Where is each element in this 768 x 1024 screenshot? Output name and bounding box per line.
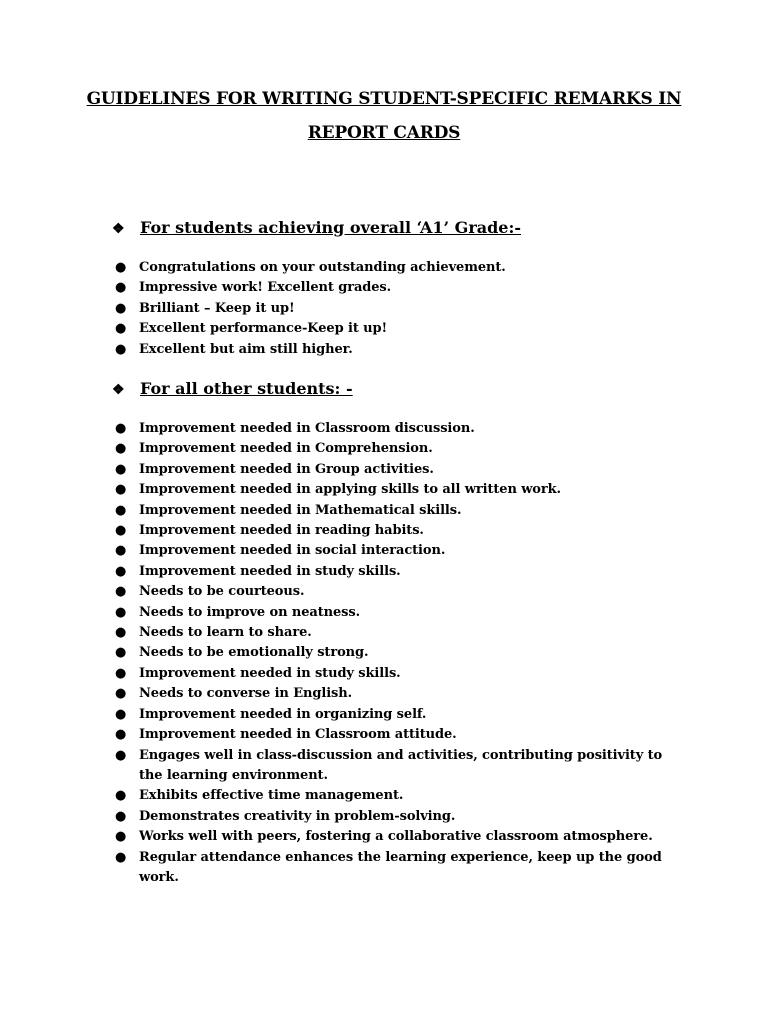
bullet-icon: ● [115, 482, 127, 498]
bullet-icon: ● [115, 849, 127, 865]
bullet-icon: ● [115, 604, 127, 620]
list-item-text: Improvement needed in social interaction. [139, 543, 446, 559]
list-item-text: Regular attendance enhances the learning experience, keep up the good work. [139, 849, 662, 885]
list-item-text: Improvement needed in Classroom discussion. [139, 421, 475, 436]
bullet-icon: ● [115, 441, 127, 457]
bullet-icon: ● [115, 747, 127, 763]
list-item-text: Improvement needed in reading habits. [139, 523, 424, 539]
list-item [112, 643, 672, 663]
bullet-icon: ● [115, 808, 127, 824]
list-item [112, 562, 672, 582]
list-item-text: Improvement needed in applying skills to all written work. [139, 482, 561, 498]
list-item-text: Improvement needed in Group activities. [139, 461, 434, 477]
bullet-icon: ● [115, 788, 127, 804]
list-item-text: Needs to be courteous. [139, 584, 305, 600]
list-item-text: Congratulations on your outstanding achievement. [139, 260, 506, 275]
list-item [112, 664, 672, 684]
list-item [112, 623, 672, 643]
list-item-text: Improvement needed in Comprehension. [139, 441, 433, 457]
bullet-icon: ● [115, 665, 127, 681]
list-item-text: Excellent performance-Keep it up! [139, 321, 388, 337]
bullet-icon: ● [115, 727, 127, 743]
bullet-icon: ● [115, 260, 127, 275]
list-item [112, 684, 672, 704]
bullet-icon: ● [115, 706, 127, 722]
bullet-icon: ● [115, 341, 127, 357]
bullet-icon: ● [115, 829, 127, 845]
section-heading-other-students [112, 379, 353, 398]
list-item [112, 419, 672, 439]
list-item [112, 299, 672, 319]
bullet-icon: ● [115, 421, 127, 436]
list-item-text: Impressive work! Excellent grades. [139, 280, 392, 296]
other-remarks-list [112, 419, 672, 888]
section-heading-a1-students [112, 218, 521, 237]
bullet-icon: ● [115, 686, 127, 702]
bullet-icon: ● [115, 461, 127, 477]
list-item-text: Improvement needed in study skills. [139, 563, 401, 579]
diamond-bullet-icon: ❖ [112, 221, 125, 237]
bullet-icon: ● [115, 502, 127, 518]
list-item [112, 786, 672, 806]
list-item [112, 827, 672, 847]
bullet-icon: ● [115, 300, 127, 316]
list-item [112, 319, 672, 339]
list-item [112, 725, 672, 745]
list-item-text: Exhibits effective time management. [139, 788, 404, 804]
diamond-bullet-icon: ❖ [112, 382, 125, 398]
list-item-text: Works well with peers, fostering a collaborative classroom atmosphere. [139, 829, 653, 845]
bullet-icon: ● [115, 280, 127, 296]
list-item [112, 807, 672, 827]
list-item-text: Improvement needed in organizing self. [139, 706, 427, 722]
bullet-icon: ● [115, 625, 127, 641]
bullet-icon: ● [115, 321, 127, 337]
list-item [112, 501, 672, 521]
list-item [112, 460, 672, 480]
list-item-text: Improvement needed in study skills. [139, 665, 401, 681]
list-item-text: Engages well in class-discussion and activities, contributing positivity to the learning environment. [139, 747, 663, 783]
bullet-icon: ● [115, 523, 127, 539]
document-title-line-2: REPORT CARDS [307, 123, 461, 143]
list-item [112, 258, 672, 278]
a1-remarks-list [112, 258, 672, 360]
bullet-icon: ● [115, 584, 127, 600]
list-item-text: Needs to improve on neatness. [139, 604, 361, 620]
document-title-line-1: GUIDELINES FOR WRITING STUDENT-SPECIFIC REMARKS IN [86, 89, 682, 109]
section-heading-text: For students achieving overall ‘A1’ Grade:- [140, 218, 522, 237]
bullet-icon: ● [115, 563, 127, 579]
list-item-text: Demonstrates creativity in problem-solving. [139, 808, 456, 824]
list-item [112, 582, 672, 602]
list-item-text: Needs to converse in English. [139, 686, 353, 702]
list-item [112, 541, 672, 561]
list-item [112, 746, 672, 787]
list-item [112, 480, 672, 500]
list-item-text: Needs to be emotionally strong. [139, 645, 369, 661]
list-item-text: Needs to learn to share. [139, 625, 312, 641]
section-heading-text: For all other students: - [140, 379, 353, 398]
list-item-text: Brilliant – Keep it up! [139, 300, 295, 316]
list-item-text: Excellent but aim still higher. [139, 341, 353, 357]
bullet-icon: ● [115, 543, 127, 559]
bullet-icon: ● [115, 645, 127, 661]
list-item [112, 705, 672, 725]
list-item [112, 340, 672, 360]
list-item [112, 848, 672, 889]
list-item-text: Improvement needed in Classroom attitude. [139, 727, 457, 743]
list-item [112, 439, 672, 459]
list-item [112, 603, 672, 623]
list-item [112, 278, 672, 298]
list-item [112, 521, 672, 541]
list-item-text: Improvement needed in Mathematical skills. [139, 502, 462, 518]
